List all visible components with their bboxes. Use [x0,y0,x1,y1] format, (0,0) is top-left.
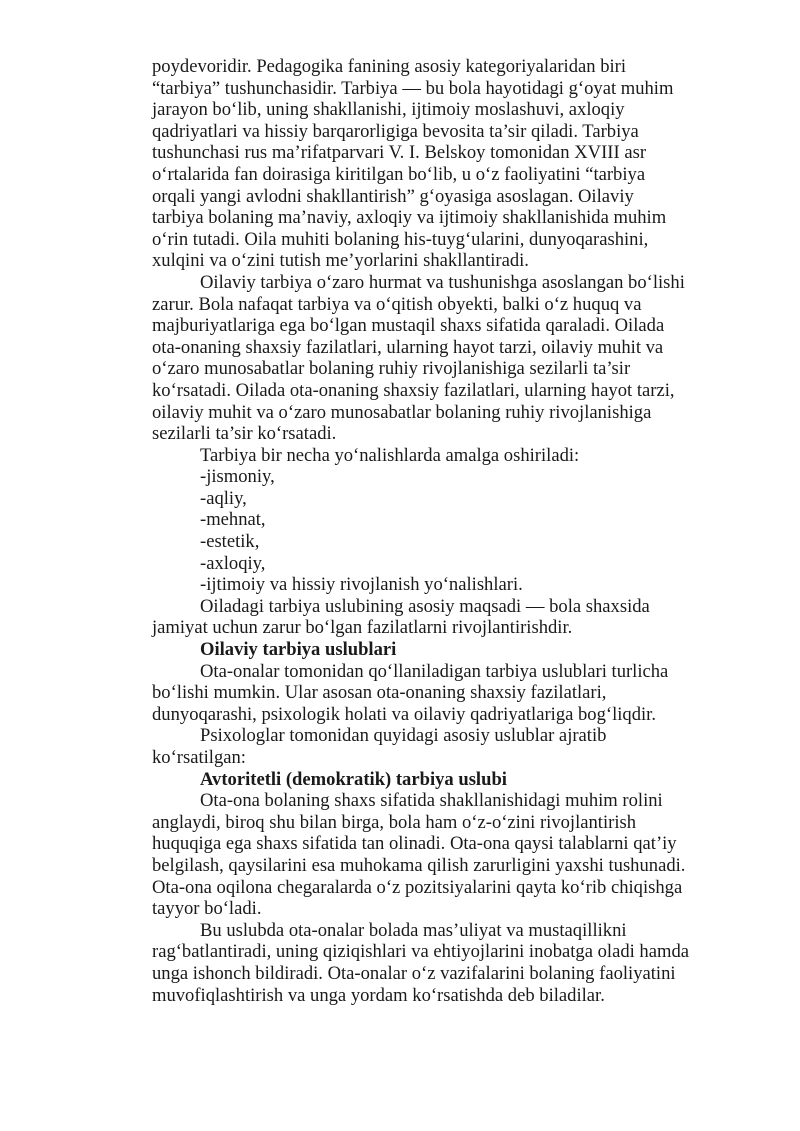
paragraph-authoritative-description: Ota-ona bolaning shaxs sifatida shakllanishidagi muhim rolini anglaydi, biroq shu bilan birga, bola ham o‘z-o‘zini rivojlantirish huquqiga ega shaxs sifatida tan olinadi. Ota-ona qaysi talablarni qat’iy belgilash, qaysilarini esa muhokama qilish zarurligini yaxshi tushunadi. Ota-ona oqilona chegaralarda o‘z pozitsiyalarini qayta ko‘rib chiqishga tayyor bo‘ladi. [152,790,686,920]
paragraph-psychologists: Psixologlar tomonidan quyidagi asosiy uslublar ajratib ko‘rsatilgan: [152,725,607,768]
list-item: -jismoniy, [200,466,275,488]
paragraph-authoritative-responsibility: Bu uslubda ota-onalar bolada mas’uliyat va mustaqillikni rag‘batlantiradi, uning qiziqishlari va ehtiyojlarini inobatga oladi hamda unga ishonch bildiradi. Ota-onalar o‘z vazifalarini bolaning faoliyatini muvofiqlashtirish va unga yordam ko‘rsatishda deb biladilar. [152,919,689,1006]
list-item: -estetik, [200,531,260,553]
paragraph-intro: poydevoridir. Pedagogika fanining asosiy kategoriyalaridan biri “tarbiya” tushunchasidir. Tarbiya — bu bola hayotidagi g‘oyat muhim jarayon bo‘lib, uning shakllanishi, ijtimoiy moslashuvi, axloqiy qadriyatlari va hissiy barqarorligiga bevosita ta’sir qiladi. Tarbiya tushunchasi rus ma’rifatparvari V. I. Belskoy tomonidan XVIII asr o‘rtalarida fan doirasiga kiritilgan bo‘lib, u o‘z faoliyatini “tarbiya orqali yangi avlodni shakllantirish” g‘oyasiga asoslagan. Oilaviy tarbiya bolaning ma’naviy, axloqiy va ijtimoiy shakllanishida muhim o‘rin tutadi. Oila muhiti bolaning his-tuyg‘ularini, dunyoqarashini, xulqini va o‘zini tutish me’yorlarini shakllantiradi. [152,56,674,272]
list-item: -mehnat, [200,509,266,531]
list-item: -aqliy, [200,487,247,509]
paragraph-styles-vary: Ota-onalar tomonidan qo‘llaniladigan tarbiya uslublari turlicha bo‘lishi mumkin. Ular asosan ota-onaning shaxsiy fazilatlari, dunyoqarashi, psixologik holati va oilaviy qadriyatlariga bog‘liqdir. [152,660,669,725]
paragraph-main-goal: Oiladagi tarbiya uslubining asosiy maqsadi — bola shaxsida jamiyat uchun zarur bo‘lgan fazilatlarni rivojlantirishdir. [152,595,650,639]
section-heading-authoritative-style: Avtoritetli (demokratik) tarbiya uslubi [200,768,507,790]
section-heading-upbringing-styles: Oilaviy tarbiya uslublari [200,639,397,661]
paragraph-family-respect: Oilaviy tarbiya o‘zaro hurmat va tushunishga asoslangan bo‘lishi zarur. Bola nafaqat tarbiya va o‘qitish obyekti, balki o‘z huquq va majburiyatlariga ega bo‘lgan mustaqil shaxs sifatida qaraladi. Oilada ota-onaning shaxsiy fazilatlari, ularning hayot tarzi, oilaviy muhit va o‘zaro munosabatlar bolaning ruhiy rivojlanishiga sezilarli ta’sir ko‘rsatadi. Oilada ota-onaning shaxsiy fazilatlari, ularning hayot tarzi, oilaviy muhit va o‘zaro munosabatlar bolaning ruhiy rivojlanishiga sezilarli ta’sir ko‘rsatadi. [152,271,685,445]
paragraph-directions-intro: Tarbiya bir necha yo‘nalishlarda amalga oshiriladi: [200,444,580,466]
directions-list [152,466,690,596]
list-item: -ijtimoiy va hissiy rivojlanish yo‘nalishlari. [200,574,523,596]
list-item: -axloqiy, [200,552,266,574]
